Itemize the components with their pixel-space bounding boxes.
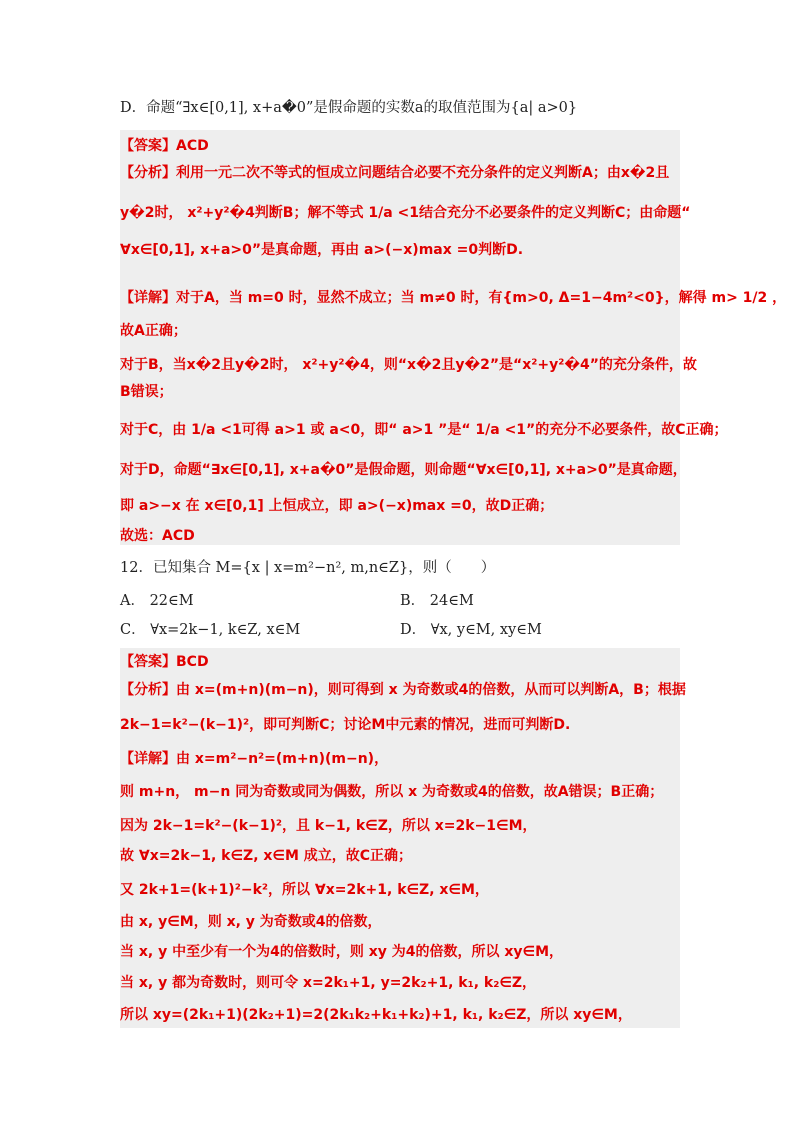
q11-detail-line-8: 故选：ACD — [120, 528, 195, 544]
q12-option-c: C． ∀x=2k−1, k∈Z, x∈M — [120, 622, 301, 638]
q12-detail-line-6: 由 x, y∈M，则 x, y 为奇数或4的倍数， — [120, 914, 382, 930]
q12-option-d: D． ∀x, y∈M, xy∈M — [400, 622, 542, 638]
q11-solution-block — [120, 130, 680, 545]
q12-answer: 【答案】BCD — [120, 654, 209, 670]
q12-detail-line-8: 当 x, y 都为奇数时，则可令 x=2k₁+1, y=2k₂+1, k₁, k₂∈Z， — [120, 975, 537, 991]
q12-detail-line-7: 当 x, y 中至少有一个为4的倍数时，则 xy 为4的倍数，所以 xy∈M， — [120, 944, 563, 960]
q11-analysis-line-1: 【分析】利用一元二次不等式的恒成立问题结合必要不充分条件的定义判断A；由x�2且 — [120, 165, 670, 181]
q11-answer: 【答案】ACD — [120, 138, 209, 154]
q11-detail-line-3: 对于B，当x�2且y�2时， x²+y²�4，则“x�2且y�2”是“x²+y²�4”的充分条件，故 — [120, 357, 697, 373]
q11-analysis-line-3: ∀x∈[0,1], x+a>0”是真命题，再由 a>(−x)max =0判断D. — [120, 242, 524, 258]
q12-detail-line-5: 又 2k+1=(k+1)²−k²，所以 ∀x=2k+1, k∈Z, x∈M， — [120, 882, 489, 898]
q12-detail-line-1: 【详解】由 x=m²−n²=(m+n)(m−n)， — [120, 751, 389, 767]
q11-detail-line-7: 即 a>−x 在 x∈[0,1] 上恒成立，即 a>(−x)max =0，故D正确； — [120, 498, 554, 514]
q12-detail-line-9: 所以 xy=(2k₁+1)(2k₂+1)=2(2k₁k₂+k₁+k₂)+1, k₁, k₂∈Z，所以 xy∈M， — [120, 1007, 632, 1023]
q11-detail-line-4: B错误； — [120, 384, 173, 400]
q12-detail-line-3: 因为 2k−1=k²−(k−1)²，且 k−1, k∈Z，所以 x=2k−1∈M， — [120, 818, 537, 834]
q12-detail-line-4: 故 ∀x=2k−1, k∈Z, x∈M 成立，故C正确； — [120, 848, 413, 864]
q12-option-b: B． 24∈M — [400, 593, 474, 609]
q11-detail-line-1: 【详解】对于A，当 m=0 时，显然不成立；当 m≠0 时，有{m>0, Δ=1−4m²<0}，解得 m> 1/2 ， — [120, 290, 787, 306]
q12-stem: 12．已知集合 M={x | x=m²−n², m,n∈Z}，则（ ） — [120, 560, 496, 576]
q11-detail-line-5: 对于C，由 1/a <1可得 a>1 或 a<0，即“ a>1 ”是“ 1/a <1”的充分不必要条件，故C正确； — [120, 422, 728, 438]
q11-detail-line-2: 故A正确； — [120, 323, 187, 339]
q12-analysis-line-2: 2k−1=k²−(k−1)²，即可判断C；讨论M中元素的情况，进而可判断D. — [120, 717, 571, 733]
q11-option-d: D．命题“∃x∈[0,1], x+a�0”是假命题的实数a的取值范围为{a| a>0} — [120, 100, 578, 116]
q11-detail-line-6: 对于D，命题“∃x∈[0,1], x+a�0”是假命题，则命题“∀x∈[0,1], x+a>0”是真命题， — [120, 462, 687, 478]
q12-solution-block — [120, 648, 680, 1028]
q11-analysis-line-2: y�2时， x²+y²�4判断B；解不等式 1/a <1结合充分不必要条件的定义判断C；由命题“ — [120, 205, 691, 221]
q12-analysis-line-1: 【分析】由 x=(m+n)(m−n)，则可得到 x 为奇数或4的倍数，从而可以判断A，B；根据 — [120, 682, 686, 698]
q12-option-a: A． 22∈M — [120, 593, 194, 609]
q12-detail-line-2: 则 m+n， m−n 同为奇数或同为偶数，所以 x 为奇数或4的倍数，故A错误；B正确； — [120, 784, 664, 800]
